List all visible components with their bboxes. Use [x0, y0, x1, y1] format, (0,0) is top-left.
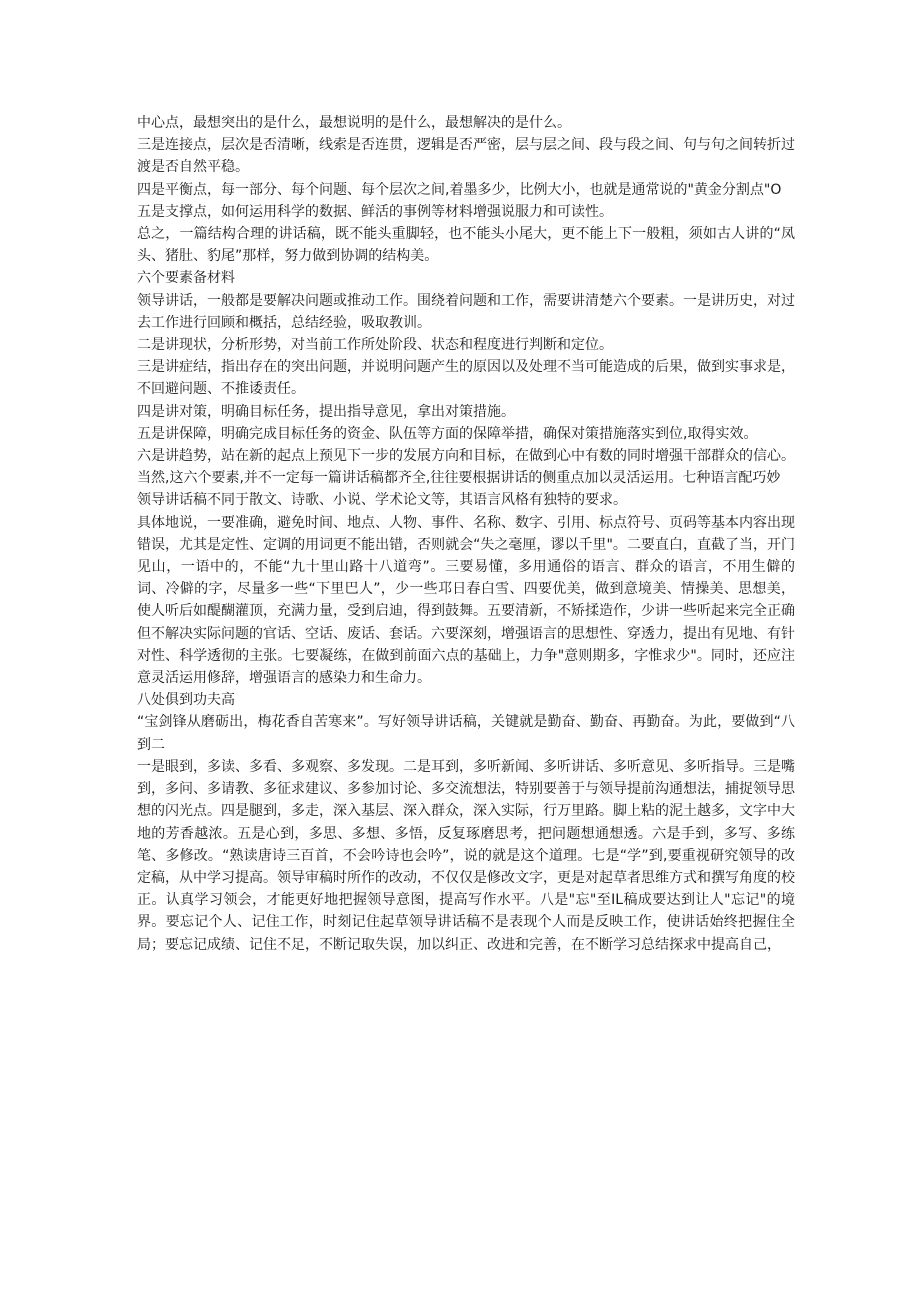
paragraph-countermeasure: 四是讲对策，明确目标任务，提出指导意见，拿出对策措施。: [137, 403, 515, 420]
section-heading-eight-points: 八处俱到功夫高: [137, 692, 235, 709]
section-heading-six-elements: 六个要素备材料: [137, 270, 235, 287]
paragraph-trend: 六是讲趋势，站在新的起点上预见下一步的发展方向和目标，在做到心中有数的同时增强干部群众的信心。: [137, 448, 795, 465]
paragraph-language-style: 领导讲话稿不同于散文、诗歌、小说、学术论文等，其语言风格有独特的要求。: [137, 492, 627, 509]
paragraph-diligence: “宝剑锋从磨砺出，梅花香自苦寒来”。写好领导讲话稿，关键就是勤奋、勤奋、再勤奋。为此，要做到“八到二: [137, 714, 795, 753]
paragraph-flexible-use: 当然,这六个要素,并不一定每一篇讲话稿都齐全,往往要根据讲话的侧重点加以灵活运用。七种语言配巧妙: [137, 470, 781, 487]
paragraph-guarantee: 五是讲保障，明确完成目标任务的资金、队伍等方面的保障举措，确保对策措施落实到位,取得实效。: [137, 425, 758, 442]
document-body: [137, 112, 795, 956]
paragraph-seven-language-points: 具体地说，一要准确，避免时间、地点、人物、事件、名称、数字、引用、标点符号、页码等基本内容出现错误，尤其是定性、定调的用词更不能出错，否则就会“失之毫厘，谬以千里"。二要直白，直截了当，开门见山，一语中的，不能“九十里山路十八道弯”。三要易懂，多用通俗的语言、群众的语言，不用生僻的词、冷僻的字，尽量多一些“下里巴人”，少一些邛日春白雪、四要优美，做到意境美、情操美、思想美，使人听后如醍醐灌顶，充满力量，受到启迪，得到鼓舞。五要清新，不矫揉造作，少讲一些听起来完全正确但不解决实际问题的官话、空话、废话、套话。六要深刻，增强语言的思想性、穿透力，提出有见地、有针对性、科学透彻的主张。七要凝练，在做到前面六点的基础上，力争"意则期多，字惟求少"。同时，还应注意灵活运用修辞，增强语言的感染力和生命力。: [137, 514, 795, 687]
paragraph-support-point: 五是支撑点，如何运用科学的数据、鲜活的事例等材料增强说服力和可读性。: [137, 203, 613, 220]
paragraph-status: 二是讲现状，分析形势，对当前工作所处阶段、状态和程度进行判断和定位。: [137, 337, 613, 354]
paragraph-eight-points: 一是眼到，多读、多看、多观察、多发现。二是耳到，多听新闻、多听讲话、多听意见、多听指导。三是嘴到，多问、多请教、多征求建议、多参加讨论、多交流想法，特别要善于与领导提前沟通想法，捕捉领导思想的闪光点。四是腿到，多走，深入基层、深入群众，深入实际，行万里路。脚上粘的泥土越多，文字中大地的芳香越浓。五是心到，多思、多想、多悟，反复琢磨思考，把问题想通想透。六是手到，多写、多练笔、多修改。“熟读唐诗三百首，不会吟诗也会吟”，说的就是这个道理。七是“学”到,要重视研究领导的改定稿，从中学习提高。领导审稿时所作的改动，不仅仅是修改文字，更是对起草者思维方式和撰写角度的校正。认真学习领会，才能更好地把握领导意图，提高写作水平。八是"忘"至IL稿成要达到让人"忘记"的境界。要忘记个人、记住工作，时刻记住起草领导讲话稿不是表现个人而是反映工作，使讲话始终把握住全局；要忘记成绩、记住不足，不断记取失误，加以纠正、改进和完善，在不断学习总结探求中提高自己，: [137, 758, 795, 953]
paragraph-history: 领导讲话，一般都是要解决问题或推动工作。围绕着问题和工作，需要讲清楚六个要素。一是讲历史，对过去工作进行回顾和概括，总结经验，吸取教训。: [137, 292, 795, 331]
paragraph-balance-point: 四是平衡点，每一部分、每个问题、每个层次之间,着墨多少，比例大小，也就是通常说的"黄金分割点"O: [137, 181, 782, 198]
paragraph-problem: 三是讲症结，指出存在的突出问题，并说明问题产生的原因以及处理不当可能造成的后果，做到实事求是，不回避问题、不推诿责任。: [137, 359, 795, 398]
paragraph-connection-point: 三是连接点，层次是否清晰，线索是否连贯，逻辑是否严密，层与层之间、段与段之间、句与句之间转折过渡是否自然平稳。: [137, 137, 795, 176]
paragraph-central-point: 中心点，最想突出的是什么，最想说明的是什么，最想解决的是什么。: [137, 115, 571, 131]
paragraph-summary: 总之，一篇结构合理的讲话稿，既不能头重脚轻，也不能头小尾大，更不能上下一般粗，须如古人讲的“凤头、猪肚、豹尾”那样，努力做到协调的结构美。: [137, 226, 795, 265]
